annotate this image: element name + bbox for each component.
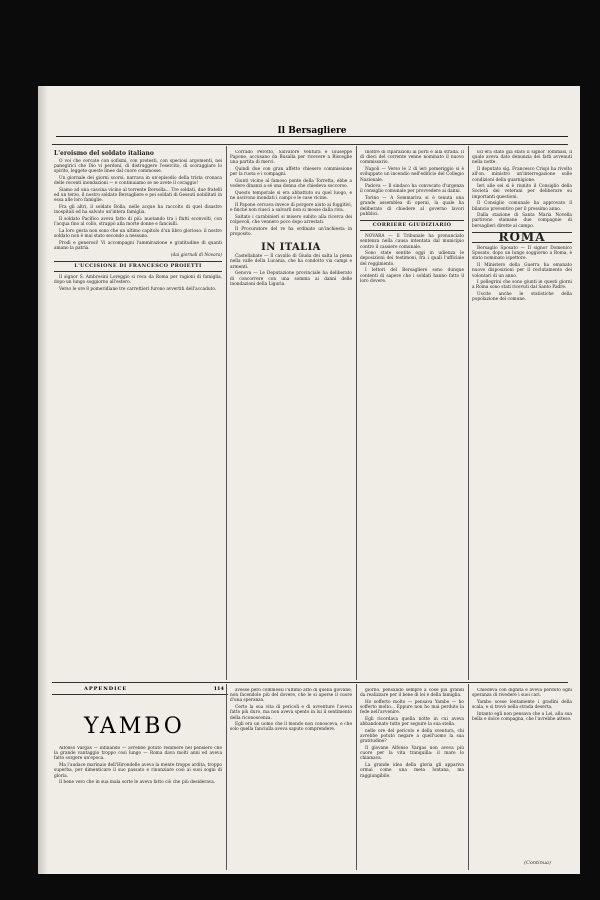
paragraph: La loro gesta non sono che un ultimo capitolo d'un libro glorioso: il nostro soldato non è mai stato secondo a nessuno. xyxy=(54,228,222,240)
paragraph: Ed era stato già stato il signor Tommasi, il quale aveva dato denunzia dei fatti avvenuti nella notte. xyxy=(472,150,572,166)
paragraph: Il Procuratore del re ha ordinato un'inchiesta in proposito. xyxy=(230,226,352,237)
column-separator xyxy=(226,684,227,870)
article-signature: (dai giornali di Novara) xyxy=(170,252,222,258)
paragraph: Certo la sua vita di pericoli e di avventure l'aveva fatto più duro, ma non aveva spento in lui il sentimento della riconoscenza. xyxy=(230,705,352,721)
column-separator xyxy=(468,146,469,680)
paragraph: avesse però commessi l'ultimo atto di quella giovane, non facendole più del dovere, che le si aperse il cuore d'una speranza. xyxy=(230,688,352,704)
column-separator xyxy=(226,146,227,680)
paragraph: O voi che cercate con sofismi, con pretesti, con speciosi argomenti, nei panegirici che Dio vi perdoni, di distruggere l'esercito, di scoraggiare lo spirito, leggete queste linee dal cuore commosse. xyxy=(54,159,222,175)
paragraph: Fra gli altri, il soldato Bolla, nelle acque ha raccolto di quel disastro inospitali ed ha salvato un'intera famiglia. xyxy=(54,205,222,216)
paragraph: NOVARA — Il Tribunale ha pronunciato sentenza nella causa intentata dal municipio contro il cassiere comunale. xyxy=(360,234,464,250)
paragraph: Dalla stazione di Santa Maria Novella partirono stamane due compagnie di bersaglieri dirette al campo. xyxy=(472,213,572,229)
paragraph: Il Papone cercava invece di porgere aiuto ai fuggitivi, e finché non riuscì a salvarli non si mosse dalla riva. xyxy=(230,202,352,214)
paragraph: Corrado Perotto, Salvatore Ventura e Giuseppe Papone, accusano da Busalla per ricevere a Bisceglie una partita di merci. xyxy=(230,150,352,166)
masthead xyxy=(56,126,568,140)
paragraph: Castellabate — Il cavallo di Giuda dei salta la piena nella valle della Lucania, che ha condotto via campi e armenti. xyxy=(230,254,352,270)
appendix-label: APPENDICE xyxy=(84,686,128,692)
article-column-4 xyxy=(472,150,572,678)
paragraph: Il Ministero della Guerra ha emanato nuove disposizioni per il reclutamento dei volontari di un anno. xyxy=(472,263,572,279)
paragraph: Il bene vero che in sua mala sorte le aveva fatto ciò che più desiderava. xyxy=(59,780,216,786)
serial-column-1 xyxy=(54,746,222,872)
column-separator xyxy=(356,146,357,680)
paragraph: Ieri alle sei si è riunito il Consiglio della Società dei veterani per deliberare su importanti questioni. xyxy=(472,184,572,200)
serial-column-4 xyxy=(472,688,572,858)
page-edge-shadow xyxy=(38,86,48,874)
paragraph: Quindi due con gran affetto chiesero commissione per la ruota e i compagni. xyxy=(230,167,352,178)
paragraph: Questo temporale si era abbattuto su quel luogo, e ne uscirono inondati i campi e le case vicine. xyxy=(230,190,352,202)
paragraph: Verso le ore 8 pomeridiane tre carrettieri furono avvertiti dell'accaduto. xyxy=(59,287,217,293)
paragraph: Padova — Il sindaco ha convocato d'urgenza il consiglio comunale per provvedere ai danni. xyxy=(360,184,464,195)
article-column-2 xyxy=(230,150,352,678)
column-separator xyxy=(356,684,357,870)
paragraph: Il soldato Pacifico aveva fatto di più: nuotando tra i flutti sconvolti, con l'acqua fino al collo, strappò alla morte donne e fanciulli. xyxy=(54,217,222,228)
paragraph: I pellegrini che sono giunti in questi giorni a Roma sono stati ricevuti dal Santo Padre. xyxy=(472,280,572,291)
section-subhead: L'UCCISIONE DI FRANCESCO PROIETTI xyxy=(54,261,222,272)
paragraph: Siamo ad una cascina vicino al torrente Borsolla... Tre soldati, due fratelli ed un terzo, il nostro soldato Bersagliere e pei soldati di Gessuti nobilitati in essa alle loro famiglie. xyxy=(54,188,222,204)
paragraph: Giunti vicino al famoso ponte della Torretta, ebbe a vedere dinanzi a sé una donna che chiedeva soccorso. xyxy=(230,179,352,190)
section-title-roma: ROMA xyxy=(472,232,572,243)
newspaper-page xyxy=(38,86,580,874)
continua-label: (Continua) xyxy=(524,860,551,866)
header-divider xyxy=(52,144,568,145)
serial-title: YAMBO xyxy=(84,714,185,739)
paragraph: giorno, pensando sempre a cose più grandi da realizzare per il bene di lei e della famiglia. xyxy=(360,688,464,699)
paragraph: La grande idea della gloria gli appariva ormai come una meta lontana, ma raggiungibile. xyxy=(360,763,464,779)
paragraph: Yambo scese lentamente i gradini della scala, e si trovò nella strada deserta. xyxy=(472,699,572,711)
article-headline: L'eroismo del soldato italiano xyxy=(54,150,154,157)
paragraph: Il signor S. Ambrosini Loreggio si reca da Roma per ragioni di famiglia, dopo un lungo soggiorno all'estero. xyxy=(54,275,222,286)
paragraph: Il deputato sig. Francesco Crispi ha rivolto all'on. ministro un'interrogazione sulle condizioni della guarnigione. xyxy=(472,167,572,183)
paragraph: nelle ore del pericolo e della sventura, chi avrebbe potuto negare a quell'uomo la sua gratitudine? xyxy=(360,728,464,745)
masthead-title: Il Bersagliere xyxy=(269,126,354,136)
paragraph: Un giornale dei giorni scorsi, narrava in un'episodio della trista cronaca delle recenti inondazioni — e continuiamo se ne avete il coraggio! xyxy=(54,176,222,187)
column-separator xyxy=(468,684,469,870)
appendix-divider xyxy=(52,682,568,683)
paragraph: Alfonso Vargas — infiliando — avrebbe potuto redimere nel pensiero che la grande vantaggio troppo così lungo — Roma dava molti anni ed aveva fatto sorgere un'epoca. xyxy=(54,746,222,762)
paragraph: Ma l'audace marinaio dell'Hirondelle aveva la mente troppo ardita, troppo superba, per dimenticare il suo passato e rinunziare così ai suoi sogni di gloria. xyxy=(54,763,222,779)
paragraph: Intanto egli non pensava che a Lei, alla sua bella e dolce compagna, che l'avrebbe atteso. xyxy=(472,711,572,723)
paragraph: Ho sofferto molto — pensava Yambo — ho sofferto molto... Eppure non ho mai perduto la fede nell'avvenire. xyxy=(360,699,464,716)
article-column-1 xyxy=(54,150,222,678)
appendix-divider-2 xyxy=(52,694,228,695)
appendix-number: 114 xyxy=(213,686,224,692)
paragraph: Egli ricordava quella notte in cui aveva abbandonato tutto per seguire la sua stella. xyxy=(360,717,464,728)
paragraph: Sono state sentite oggi in udienza le deposizioni dei testimoni, fra i quali l'ufficiale del reggimento. xyxy=(360,251,464,267)
serial-column-3 xyxy=(360,688,464,870)
paragraph: Saltato i carabinieri si misero subito alla ricerca dei colpevoli, che vennero poco dopo arrestati. xyxy=(230,214,352,225)
appendix-header xyxy=(54,686,224,694)
paragraph: Prodi e generosi! Vi accompagni l'ammirazione e gratitudine di quanti amano la patria. xyxy=(54,240,222,252)
paragraph: Genova — Le Deputazione provinciale ha deliberato di concorrere con una somma ai danni delle inondazioni della Liguria. xyxy=(230,271,352,287)
paragraph: Il giovane Alfonso Vargas non aveva più cuore per la vita tranquilla: il mare lo chiamava. xyxy=(360,746,464,762)
article-column-3 xyxy=(360,150,464,678)
paragraph: I lettori del Bersagliere sono dunque contenti di sapere che i soldati hanno fatto il loro dovere. xyxy=(360,268,464,284)
paragraph: Torino — A Sommariva si è tenuta una grande assemblea di operai, la quale ha deliberato di chiedere al governo lavori pubblici. xyxy=(360,196,464,217)
section-title-in-italia: IN ITALIA xyxy=(261,242,321,254)
section-title-corriere: CORRIERE GIUDIZIARIO xyxy=(360,220,464,231)
serial-column-2 xyxy=(230,688,352,870)
paragraph: Bersaglio Sposato — Il signor Domenico Sposato, dopo un lungo soggiorno a Roma, è stato nominato ispettore. xyxy=(472,246,572,262)
paragraph: Chiedeva con dignità e aveva perduto ogni speranza di rivedere i suoi cari. xyxy=(472,688,572,699)
paragraph: Uscite anche le statistiche della popolazione del comune. xyxy=(472,292,572,303)
paragraph: Egli era un uomo che il mondo non conosceva, e che solo quella fanciulla aveva saputo comprendere. xyxy=(230,722,352,733)
masthead-rule xyxy=(56,136,568,137)
paragraph: Inoltre di riparazioni ai porti e alla strada. Il dì dieci del corrente venne nominato il nuovo commissario. xyxy=(360,150,464,166)
paragraph: Il Consiglio comunale ha approvato il bilancio preventivo per il prossimo anno. xyxy=(472,201,572,212)
paragraph: Napoli — Verso le 2 di ieri pomeriggio si è sviluppato un incendio nell'edificio del Collegio Nazionale. xyxy=(360,167,464,183)
